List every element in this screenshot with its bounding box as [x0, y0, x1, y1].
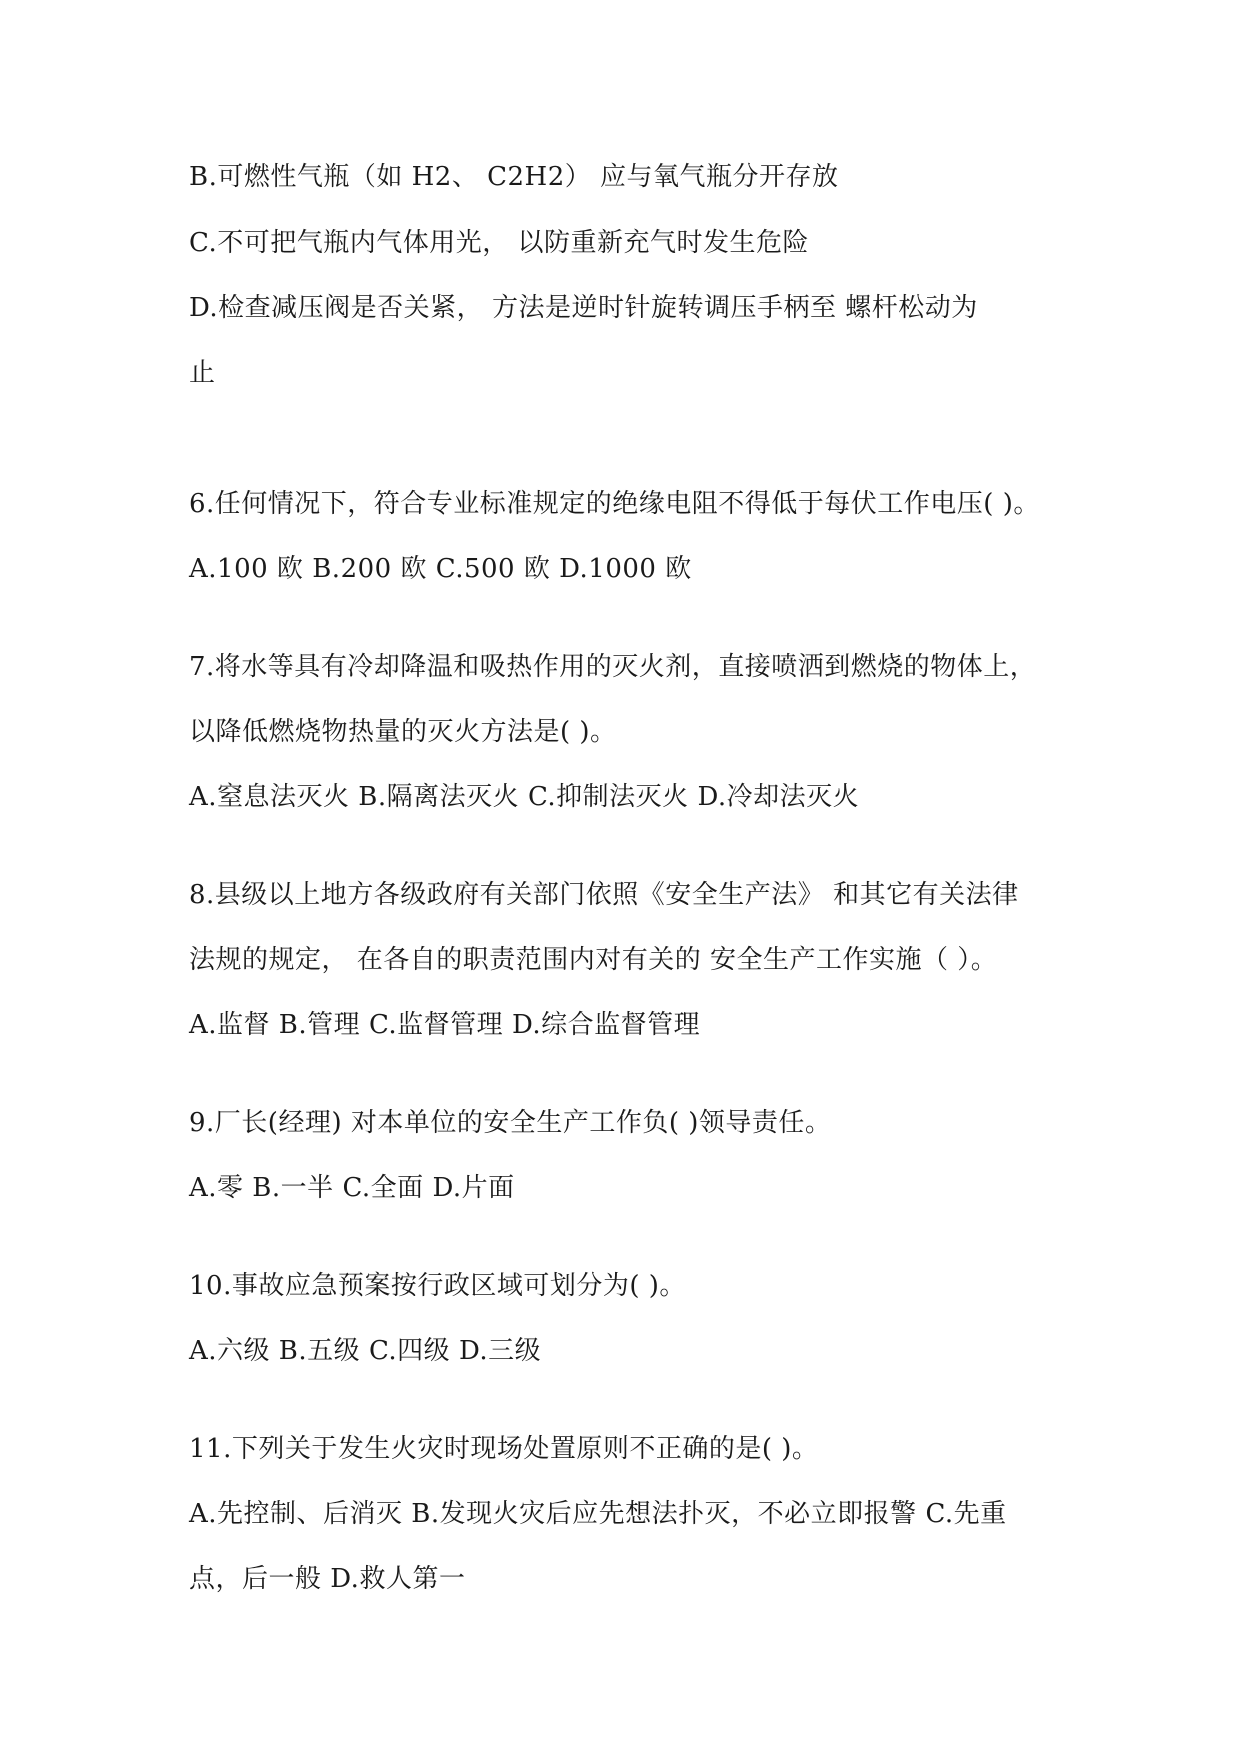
q8-options: A.监督 B.管理 C.监督管理 D.综合监督管理: [189, 1010, 701, 1040]
q7-question-line2: 以降低燃烧物热量的灭火方法是( )。: [189, 717, 617, 747]
q10-question: 10.事故应急预案按行政区域可划分为( )。: [189, 1271, 686, 1301]
q5-option-d-line1: D.检查减压阀是否关紧， 方法是逆时针旋转调压手柄至 螺杆松动为: [189, 293, 978, 323]
q11-question: 11.下列关于发生火灾时现场处置原则不正确的是( )。: [189, 1434, 819, 1464]
q6-question: 6.任何情况下，符合专业标准规定的绝缘电阻不得低于每伏工作电压( )。: [189, 489, 1040, 519]
q5-option-c: C.不可把气瓶内气体用光， 以防重新充气时发生危险: [189, 228, 809, 258]
q8-question-line1: 8.县级以上地方各级政府有关部门依照《安全生产法》 和其它有关法律: [189, 880, 1019, 910]
q5-option-b: B.可燃性气瓶（如 H2、 C2H2） 应与氧气瓶分开存放: [189, 162, 839, 192]
q9-question: 9.厂长(经理) 对本单位的安全生产工作负( )领导责任。: [189, 1108, 832, 1138]
q6-options: A.100 欧 B.200 欧 C.500 欧 D.1000 欧: [189, 554, 692, 584]
q8-question-line2: 法规的规定， 在各自的职责范围内对有关的 安全生产工作实施（ ）。: [189, 945, 998, 975]
q11-options-line2: 点，后一般 D.救人第一: [189, 1564, 466, 1594]
q11-options-line1: A.先控制、后消灭 B.发现火灾后应先想法扑灭，不必立即报警 C.先重: [189, 1499, 1007, 1529]
q9-options: A.零 B.一半 C.全面 D.片面: [189, 1173, 515, 1203]
q7-question-line1: 7.将水等具有冷却降温和吸热作用的灭火剂，直接喷洒到燃烧的物体上，: [189, 652, 1037, 682]
q7-options: A.窒息法灭火 B.隔离法灭火 C.抑制法灭火 D.冷却法灭火: [189, 782, 860, 812]
q10-options: A.六级 B.五级 C.四级 D.三级: [189, 1336, 542, 1366]
q5-option-d-line2: 止: [189, 358, 216, 388]
